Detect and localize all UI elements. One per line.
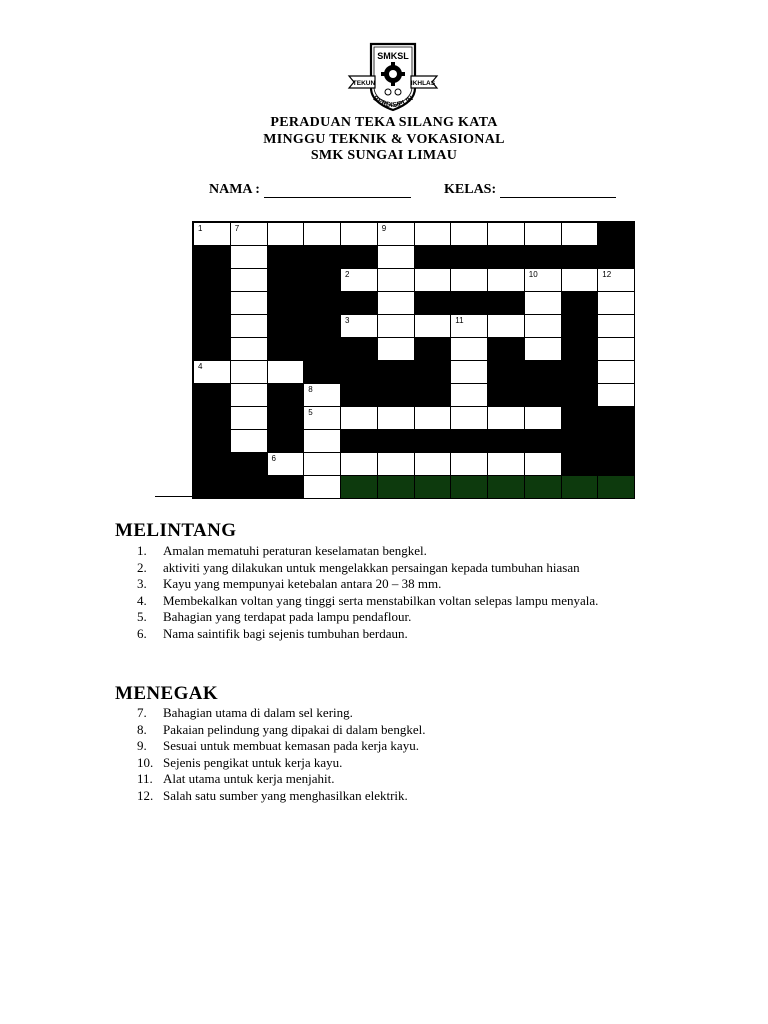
- menegak-heading: MENEGAK: [115, 683, 219, 704]
- grid-cell[interactable]: [230, 222, 268, 246]
- nama-label: NAMA :: [209, 182, 260, 197]
- grid-cell-block: [377, 429, 415, 453]
- grid-cell-block: [303, 360, 341, 384]
- grid-cell-block: [267, 314, 305, 338]
- grid-cell[interactable]: [450, 268, 488, 292]
- grid-cell[interactable]: [230, 245, 268, 269]
- grid-cell-shaded: [377, 475, 415, 499]
- clue-item-number: 4.: [137, 592, 147, 608]
- logo-top-text: SMKSL: [377, 51, 409, 61]
- grid-cell[interactable]: [377, 406, 415, 430]
- grid-cell[interactable]: [377, 291, 415, 315]
- kelas-blank[interactable]: [500, 183, 616, 198]
- title-line-1: PERADUAN TEKA SILANG KATA: [270, 115, 498, 130]
- grid-cell-block: [561, 245, 599, 269]
- grid-cell-block: [524, 429, 562, 453]
- svg-text:IKHLAS: IKHLAS: [410, 80, 436, 87]
- nama-blank[interactable]: [264, 183, 411, 198]
- grid-cell[interactable]: [340, 406, 378, 430]
- grid-cell[interactable]: [267, 360, 305, 384]
- grid-cell-block: [193, 383, 231, 407]
- grid-cell[interactable]: [377, 268, 415, 292]
- grid-cell-block: [597, 406, 635, 430]
- grid-cell-block: [524, 360, 562, 384]
- grid-cell[interactable]: [267, 452, 305, 476]
- grid-cell[interactable]: [524, 406, 562, 430]
- grid-cell[interactable]: [377, 245, 415, 269]
- grid-cell[interactable]: [450, 222, 488, 246]
- grid-cell[interactable]: [414, 222, 452, 246]
- clue-item-text: aktiviti yang dilakukan untuk mengelakkan persaingan kepada tumbuhan hiasan: [163, 559, 580, 575]
- grid-cell-block: [450, 245, 488, 269]
- grid-cell-shaded: [561, 475, 599, 499]
- grid-cell-block: [267, 291, 305, 315]
- grid-cell-block: [597, 245, 635, 269]
- clue-item: [137, 755, 672, 772]
- grid-cell[interactable]: [193, 360, 231, 384]
- grid-cell-block: [193, 314, 231, 338]
- grid-cell-block: [193, 337, 231, 361]
- grid-cell-block: [267, 475, 305, 499]
- grid-cell[interactable]: [377, 222, 415, 246]
- grid-cell-block: [230, 452, 268, 476]
- clue-number: 1: [198, 224, 203, 233]
- clue-item-number: 11.: [137, 771, 153, 787]
- clue-item: [137, 576, 672, 593]
- grid-cell[interactable]: [230, 291, 268, 315]
- clue-item-number: 8.: [137, 721, 147, 737]
- svg-text:TEKUN: TEKUN: [352, 80, 376, 87]
- grid-cell-block: [450, 429, 488, 453]
- grid-cell[interactable]: [487, 268, 525, 292]
- grid-cell-block: [487, 337, 525, 361]
- grid-cell[interactable]: [377, 314, 415, 338]
- grid-cell[interactable]: [267, 222, 305, 246]
- crossword-area: [155, 221, 635, 501]
- title-line-3: SMK SUNGAI LIMAU: [310, 148, 458, 163]
- logo-bottom-text: BERDISIPLIN: [371, 95, 415, 110]
- grid-cell-block: [450, 291, 488, 315]
- grid-cell[interactable]: [487, 452, 525, 476]
- clue-number: 12: [602, 270, 612, 279]
- melintang-heading: MELINTANG: [115, 520, 237, 541]
- grid-cell-block: [487, 291, 525, 315]
- grid-cell[interactable]: [193, 222, 231, 246]
- grid-cell-shaded: [414, 475, 452, 499]
- grid-cell[interactable]: [340, 222, 378, 246]
- grid-cell[interactable]: [303, 452, 341, 476]
- grid-cell-block: [561, 429, 599, 453]
- clue-item-number: 10.: [137, 754, 154, 770]
- grid-cell-block: [597, 452, 635, 476]
- grid-cell-block: [193, 245, 231, 269]
- page-title: [0, 115, 768, 165]
- grid-cell-block: [303, 291, 341, 315]
- grid-cell[interactable]: [230, 406, 268, 430]
- clue-item-text: Pakaian pelindung yang dipakai di dalam bengkel.: [163, 721, 426, 737]
- clue-item: [137, 722, 672, 739]
- clue-number: 6: [271, 454, 276, 463]
- grid-cell-block: [303, 337, 341, 361]
- clue-item-text: Bahagian utama di dalam sel kering.: [163, 705, 353, 720]
- kelas-field: [444, 182, 616, 198]
- grid-cell-block: [230, 475, 268, 499]
- grid-cell-block: [487, 429, 525, 453]
- grid-cell[interactable]: [561, 222, 599, 246]
- grid-cell-block: [340, 291, 378, 315]
- grid-cell-block: [340, 360, 378, 384]
- clue-item-number: 3.: [137, 576, 147, 592]
- melintang-clue-list: [137, 543, 672, 643]
- clue-number: 3: [345, 316, 350, 325]
- grid-cell-block: [193, 406, 231, 430]
- grid-cell[interactable]: [340, 314, 378, 338]
- grid-cell-shaded: [597, 475, 635, 499]
- grid-cell-block: [487, 360, 525, 384]
- grid-cell[interactable]: [524, 314, 562, 338]
- clue-number: 2: [345, 270, 350, 279]
- grid-cell-block: [414, 383, 452, 407]
- grid-cell-block: [414, 291, 452, 315]
- clue-item-text: Sesuai untuk membuat kemasan pada kerja kayu.: [163, 738, 419, 754]
- clue-item-text: Bahagian yang terdapat pada lampu pendaflour.: [163, 609, 412, 625]
- grid-cell[interactable]: [377, 337, 415, 361]
- clue-number: 9: [381, 224, 387, 233]
- grid-cell-block: [487, 383, 525, 407]
- clue-item-number: 1.: [137, 543, 147, 558]
- grid-cell[interactable]: [230, 314, 268, 338]
- grid-cell[interactable]: [303, 406, 341, 430]
- clue-item: [137, 609, 672, 626]
- kelas-label: KELAS:: [444, 182, 497, 197]
- grid-cell[interactable]: [340, 268, 378, 292]
- grid-cell[interactable]: [303, 429, 341, 453]
- grid-cell-block: [561, 337, 599, 361]
- grid-cell-block: [561, 383, 599, 407]
- grid-cell[interactable]: [230, 337, 268, 361]
- clue-item: [137, 593, 672, 610]
- title-line-2: MINGGU TEKNIK & VOKASIONAL: [263, 131, 505, 147]
- grid-cell-block: [561, 406, 599, 430]
- grid-cell[interactable]: [230, 429, 268, 453]
- grid-cell-shaded: [487, 475, 525, 499]
- grid-cell[interactable]: [487, 222, 525, 246]
- grid-cell-block: [267, 406, 305, 430]
- grid-cell-block: [193, 475, 231, 499]
- clue-number: 7: [234, 224, 240, 233]
- menegak-clue-list: [137, 705, 672, 805]
- grid-cell-block: [267, 245, 305, 269]
- school-logo: [345, 40, 441, 116]
- grid-cell-block: [414, 429, 452, 453]
- grid-cell[interactable]: [303, 475, 341, 499]
- clue-item: [137, 705, 672, 722]
- grid-cell[interactable]: [450, 360, 488, 384]
- clue-item: [137, 626, 672, 643]
- grid-cell-block: [561, 452, 599, 476]
- grid-cell[interactable]: [340, 452, 378, 476]
- grid-cell-shaded: [524, 475, 562, 499]
- grid-cell[interactable]: [450, 383, 488, 407]
- clue-item-number: 7.: [137, 705, 147, 720]
- grid-cell[interactable]: [303, 222, 341, 246]
- grid-cell[interactable]: [450, 337, 488, 361]
- grid-cell[interactable]: [597, 383, 635, 407]
- grid-cell-block: [561, 314, 599, 338]
- grid-cell[interactable]: [597, 314, 635, 338]
- grid-cell-block: [414, 245, 452, 269]
- grid-cell-block: [487, 245, 525, 269]
- grid-cell-block: [303, 314, 341, 338]
- crossword-grid: [192, 221, 635, 499]
- clue-item: [137, 788, 672, 805]
- grid-cell[interactable]: [450, 452, 488, 476]
- grid-cell-block: [340, 337, 378, 361]
- grid-cell-block: [561, 360, 599, 384]
- clue-item-number: 2.: [137, 559, 147, 575]
- clue-item-text: Sejenis pengikat untuk kerja kayu.: [163, 754, 343, 770]
- clue-item-number: 12.: [137, 787, 154, 803]
- grid-cell-block: [267, 429, 305, 453]
- grid-cell[interactable]: [450, 314, 488, 338]
- grid-cell-block: [561, 291, 599, 315]
- grid-cell[interactable]: [414, 314, 452, 338]
- grid-cell[interactable]: [450, 406, 488, 430]
- clue-item-text: Nama saintifik bagi sejenis tumbuhan berdaun.: [163, 625, 408, 641]
- clue-item-text: Salah satu sumber yang menghasilkan elektrik.: [163, 787, 408, 803]
- clue-item-number: 9.: [137, 738, 147, 754]
- clue-item-text: Amalan mematuhi peraturan keselamatan bengkel.: [163, 543, 427, 558]
- grid-cell-shaded: [340, 475, 378, 499]
- grid-cell[interactable]: [230, 383, 268, 407]
- grid-cell-block: [193, 291, 231, 315]
- grid-cell-block: [303, 268, 341, 292]
- grid-cell-block: [524, 245, 562, 269]
- clue-number: 11: [455, 316, 464, 325]
- grid-cell-block: [414, 337, 452, 361]
- grid-cell-block: [193, 452, 231, 476]
- grid-cell[interactable]: [414, 452, 452, 476]
- grid-cell-block: [597, 429, 635, 453]
- grid-cell-block: [340, 383, 378, 407]
- grid-cell-block: [377, 360, 415, 384]
- clue-number: 5: [308, 408, 313, 417]
- grid-baseline: [155, 496, 193, 497]
- grid-cell-block: [267, 383, 305, 407]
- clue-number: 8: [308, 385, 313, 394]
- grid-cell[interactable]: [524, 222, 562, 246]
- clue-item-number: 5.: [137, 609, 147, 625]
- grid-cell[interactable]: [597, 337, 635, 361]
- grid-cell[interactable]: [524, 291, 562, 315]
- clue-item: [137, 543, 672, 560]
- clue-number: 10: [528, 270, 538, 279]
- grid-cell-block: [597, 222, 635, 246]
- grid-cell[interactable]: [487, 406, 525, 430]
- grid-cell[interactable]: [230, 360, 268, 384]
- grid-cell[interactable]: [597, 291, 635, 315]
- grid-cell-block: [267, 268, 305, 292]
- grid-cell-block: [377, 383, 415, 407]
- grid-cell[interactable]: [524, 268, 562, 292]
- clue-item: [137, 560, 672, 577]
- grid-cell-block: [340, 429, 378, 453]
- clue-item-number: 6.: [137, 625, 147, 641]
- grid-cell-block: [303, 245, 341, 269]
- grid-cell[interactable]: [597, 268, 635, 292]
- grid-cell-shaded: [450, 475, 488, 499]
- grid-cell[interactable]: [524, 337, 562, 361]
- grid-cell-block: [414, 360, 452, 384]
- clue-item-text: Alat utama untuk kerja menjahit.: [163, 771, 335, 787]
- grid-cell-block: [193, 429, 231, 453]
- clue-item: [137, 771, 672, 788]
- clue-item: [137, 738, 672, 755]
- clue-number: 4: [198, 362, 203, 371]
- grid-cell[interactable]: [414, 268, 452, 292]
- clue-item-text: Kayu yang mempunyai ketebalan antara 20 – 38 mm.: [163, 576, 442, 592]
- grid-cell[interactable]: [377, 452, 415, 476]
- grid-cell-block: [340, 245, 378, 269]
- grid-cell[interactable]: [597, 360, 635, 384]
- grid-cell-block: [524, 383, 562, 407]
- grid-cell[interactable]: [561, 268, 599, 292]
- grid-cell[interactable]: [524, 452, 562, 476]
- grid-cell[interactable]: [303, 383, 341, 407]
- grid-cell[interactable]: [487, 314, 525, 338]
- nama-field: [209, 182, 411, 198]
- clue-item-text: Membekalkan voltan yang tinggi serta menstabilkan voltan selepas lampu menyala.: [163, 592, 599, 608]
- grid-cell-block: [267, 337, 305, 361]
- grid-cell[interactable]: [414, 406, 452, 430]
- grid-cell[interactable]: [230, 268, 268, 292]
- grid-cell-block: [193, 268, 231, 292]
